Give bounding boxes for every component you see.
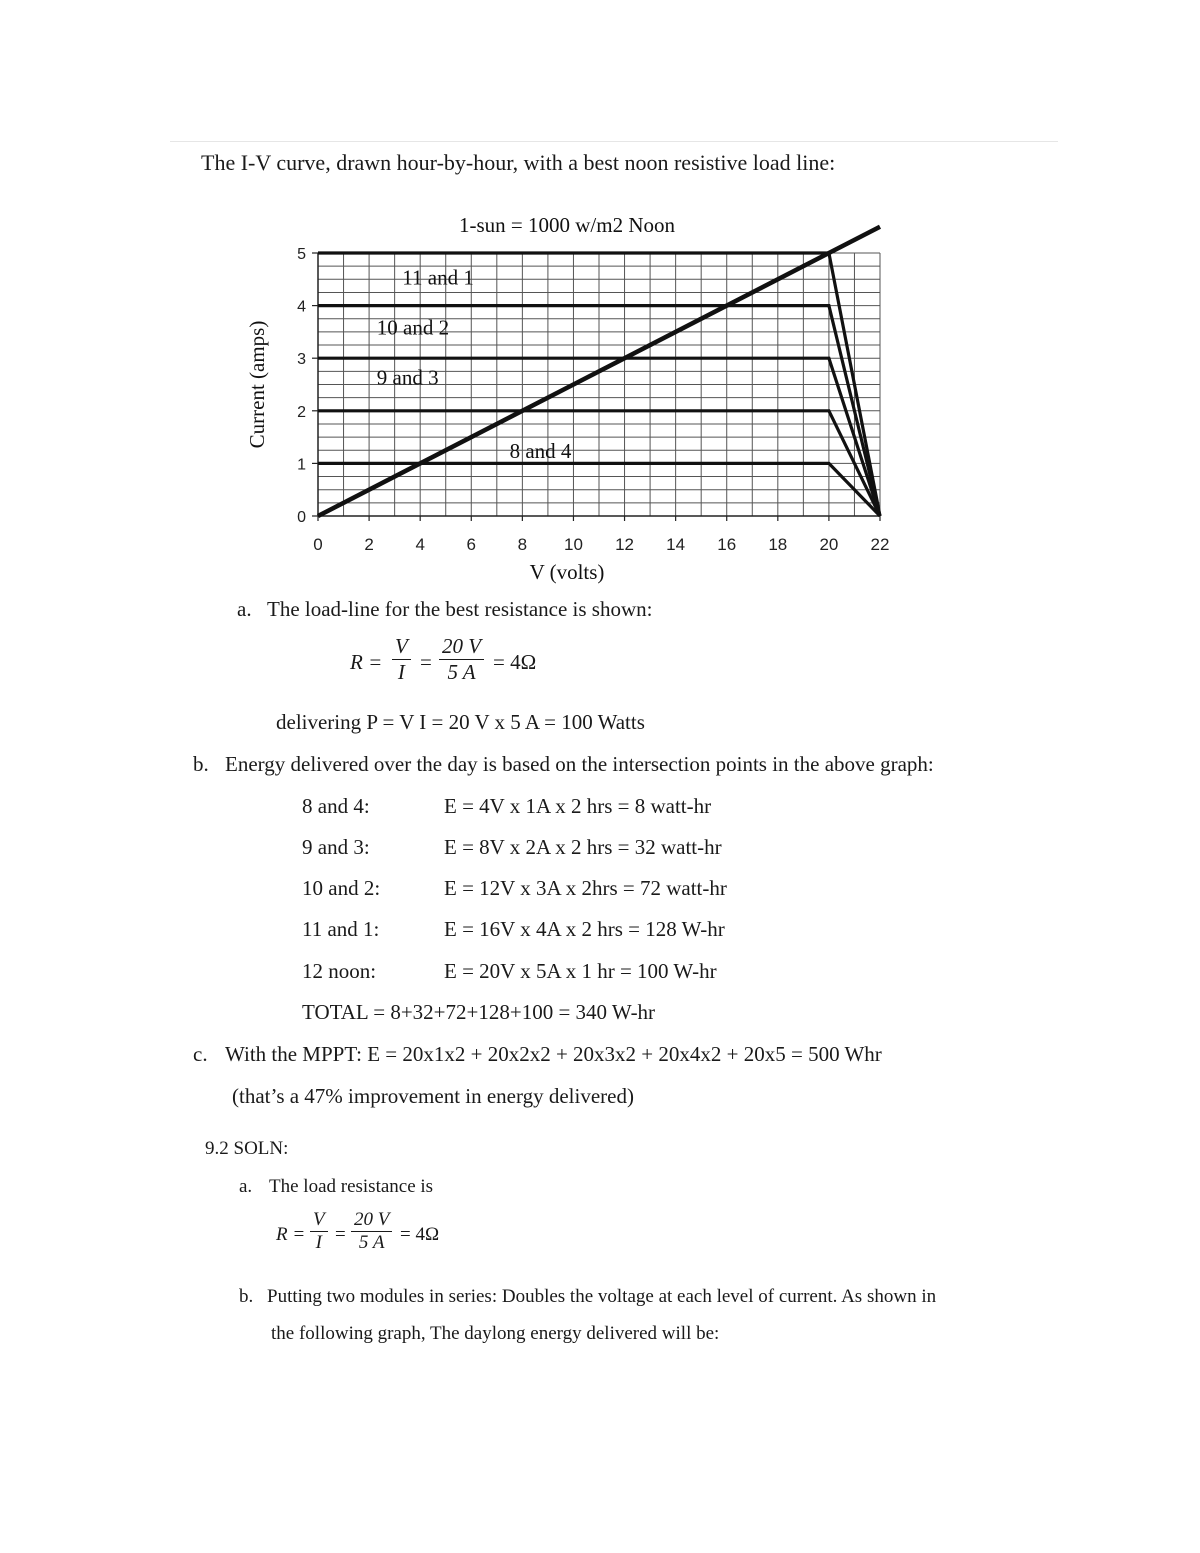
- energy-row-calc: E = 16V x 4A x 2 hrs = 128 W-hr: [444, 917, 725, 941]
- energy-total: TOTAL = 8+32+72+128+100 = 340 W-hr: [302, 1000, 656, 1024]
- part-c-text: With the MPPT: E = 20x1x2 + 20x2x2 + 20x3x2 + 20x4x2 + 20x5 = 500 Whr: [225, 1042, 882, 1066]
- soln-92-eq-mid: =: [335, 1224, 346, 1245]
- energy-row-hours: 12 noon:: [302, 959, 377, 983]
- x-axis-label: V (volts): [529, 560, 605, 584]
- y-tick-label: 4: [297, 298, 306, 316]
- energy-row-calc: E = 20V x 5A x 1 hr = 100 W-hr: [444, 959, 717, 983]
- soln-92-fraction-v-over-i: [310, 1209, 328, 1254]
- soln-92-b-label: b.: [239, 1286, 254, 1307]
- soln-92-heading: 9.2 SOLN:: [205, 1138, 289, 1159]
- curve-annotation: 8 and 4: [509, 439, 572, 464]
- iv-curve-chart: [230, 205, 910, 590]
- fraction-denominator: 5 A: [439, 659, 484, 685]
- x-tick-label: 4: [415, 535, 425, 554]
- soln-92-a-label: a.: [239, 1176, 253, 1197]
- x-tick-label: 20: [819, 535, 839, 554]
- soln-92-eq-result: = 4Ω: [400, 1224, 440, 1245]
- x-tick-label: 2: [364, 535, 374, 554]
- soln-92-b-line1: Putting two modules in series: Doubles the voltage at each level of current. As shown in: [267, 1286, 937, 1307]
- curve-annotation: 9 and 3: [376, 365, 439, 390]
- energy-row-hours: 8 and 4:: [302, 794, 370, 818]
- part-a-fraction-20v-over-5a: [439, 634, 484, 685]
- soln-92-fraction-20v-over-5a: [351, 1209, 392, 1254]
- top-divider: [170, 141, 1058, 142]
- energy-row-calc: E = 8V x 2A x 2 hrs = 32 watt-hr: [444, 835, 722, 859]
- y-tick-label: 2: [297, 403, 306, 421]
- fraction-denominator: I: [310, 1231, 328, 1254]
- fraction-numerator: 20 V: [354, 1209, 390, 1230]
- part-a-eq-mid: =: [420, 650, 432, 674]
- chart-labels: [245, 213, 889, 584]
- energy-row-hours: 9 and 3:: [302, 835, 370, 859]
- intro-text: The I-V curve, drawn hour-by-hour, with a best noon resistive load line:: [201, 150, 836, 175]
- part-c-label: c.: [193, 1042, 208, 1066]
- y-tick-label: 0: [297, 509, 306, 526]
- energy-row-hours: 11 and 1:: [302, 917, 380, 941]
- part-b-label: b.: [193, 752, 209, 776]
- x-tick-label: 10: [563, 535, 583, 554]
- energy-row-hours: 10 and 2:: [302, 876, 381, 900]
- curve-annotation: 11 and 1: [402, 265, 474, 290]
- part-a-fraction-v-over-i: [392, 634, 411, 685]
- energy-row-calc: E = 4V x 1A x 2 hrs = 8 watt-hr: [444, 794, 712, 818]
- part-a-eq-result: = 4Ω: [493, 650, 537, 674]
- curve-annotation: 10 and 2: [376, 315, 450, 340]
- part-a-power: delivering P = V I = 20 V x 5 A = 100 Watts: [276, 710, 645, 734]
- part-b-text: Energy delivered over the day is based on the intersection points in the above graph:: [225, 752, 934, 776]
- y-tick-label: 3: [297, 351, 306, 369]
- fraction-numerator: V: [313, 1209, 325, 1230]
- energy-row-calc: E = 12V x 3A x 2hrs = 72 watt-hr: [444, 876, 727, 900]
- fraction-denominator: I: [392, 659, 411, 685]
- x-tick-label: 14: [666, 535, 686, 554]
- x-tick-label: 22: [870, 535, 890, 554]
- soln-92-a-text: The load resistance is: [269, 1176, 434, 1197]
- soln-92-b-line2: the following graph, The daylong energy delivered will be:: [271, 1323, 720, 1344]
- fraction-denominator: 5 A: [351, 1231, 392, 1254]
- x-tick-label: 6: [466, 535, 477, 554]
- chart-title: 1-sun = 1000 w/m2 Noon: [458, 213, 676, 237]
- part-c-note: (that’s a 47% improvement in energy delivered): [232, 1084, 634, 1108]
- x-tick-label: 16: [717, 535, 737, 554]
- x-tick-label: 18: [768, 535, 788, 554]
- fraction-numerator: 20 V: [442, 634, 482, 658]
- fraction-numerator: V: [395, 634, 408, 658]
- x-tick-label: 0: [313, 535, 323, 554]
- x-tick-label: 8: [517, 535, 528, 554]
- y-tick-label: 1: [297, 456, 306, 474]
- y-tick-label: 5: [297, 246, 306, 263]
- part-a-text: The load-line for the best resistance is shown:: [267, 597, 653, 621]
- x-tick-label: 12: [615, 535, 635, 554]
- part-a-eq-lhs: R =: [350, 650, 383, 674]
- part-a-label: a.: [237, 597, 252, 621]
- y-axis-label: Current (amps): [245, 320, 269, 449]
- soln-92-eq-lhs: R =: [276, 1224, 306, 1245]
